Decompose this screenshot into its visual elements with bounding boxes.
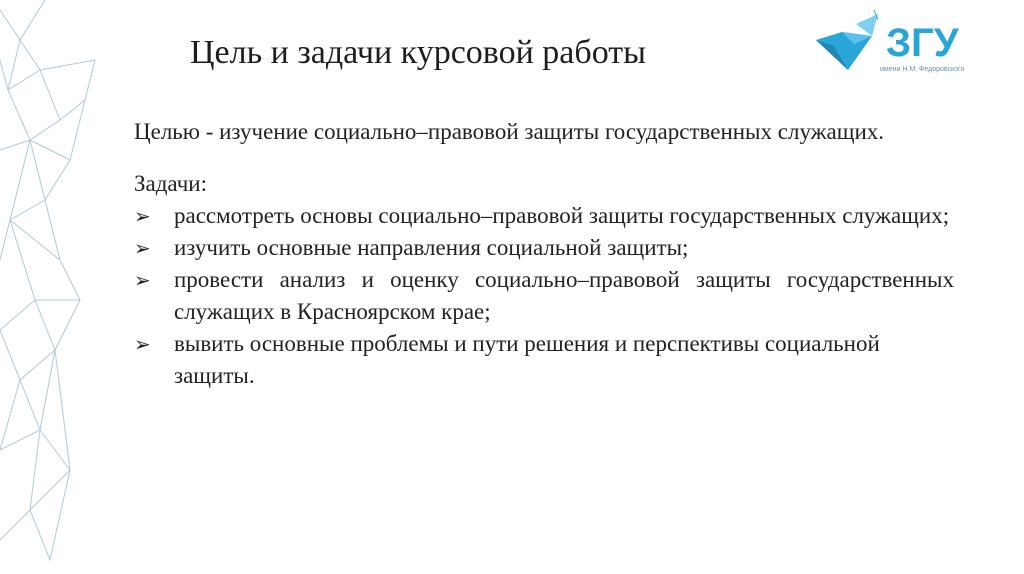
list-item xyxy=(134,264,954,328)
logo-subtitle: имени Н.М. Федоровского xyxy=(880,66,965,73)
slide-body xyxy=(134,116,954,392)
goal-text: Целью - изучение социально–правовой защиты государственных служащих. xyxy=(134,119,885,144)
tasks-heading: Задачи: xyxy=(134,171,207,196)
list-item xyxy=(134,328,954,392)
arrow-bullet-icon: ➢ xyxy=(134,204,151,228)
logo-text: ЗГУ xyxy=(886,21,959,65)
arrow-bullet-icon: ➢ xyxy=(134,332,151,356)
task-text: провести анализ и оценку социально–правовой защиты государственных служащих в Красноярском крае; xyxy=(174,267,954,324)
tasks-list xyxy=(134,200,954,392)
task-text: изучить основные направления социальной защиты; xyxy=(174,235,689,260)
list-item xyxy=(134,232,954,264)
slide-title: Цель и задачи курсовой работы xyxy=(190,34,646,71)
diamond-icon xyxy=(816,10,878,70)
task-text: вывить основные проблемы и пути решения и перспективы социальной защиты. xyxy=(174,331,880,388)
arrow-bullet-icon: ➢ xyxy=(134,236,151,260)
arrow-bullet-icon: ➢ xyxy=(134,268,151,292)
decorative-mesh xyxy=(0,0,100,574)
task-text: рассмотреть основы социально–правовой защиты государственных служащих; xyxy=(174,203,950,228)
list-item xyxy=(134,200,954,232)
